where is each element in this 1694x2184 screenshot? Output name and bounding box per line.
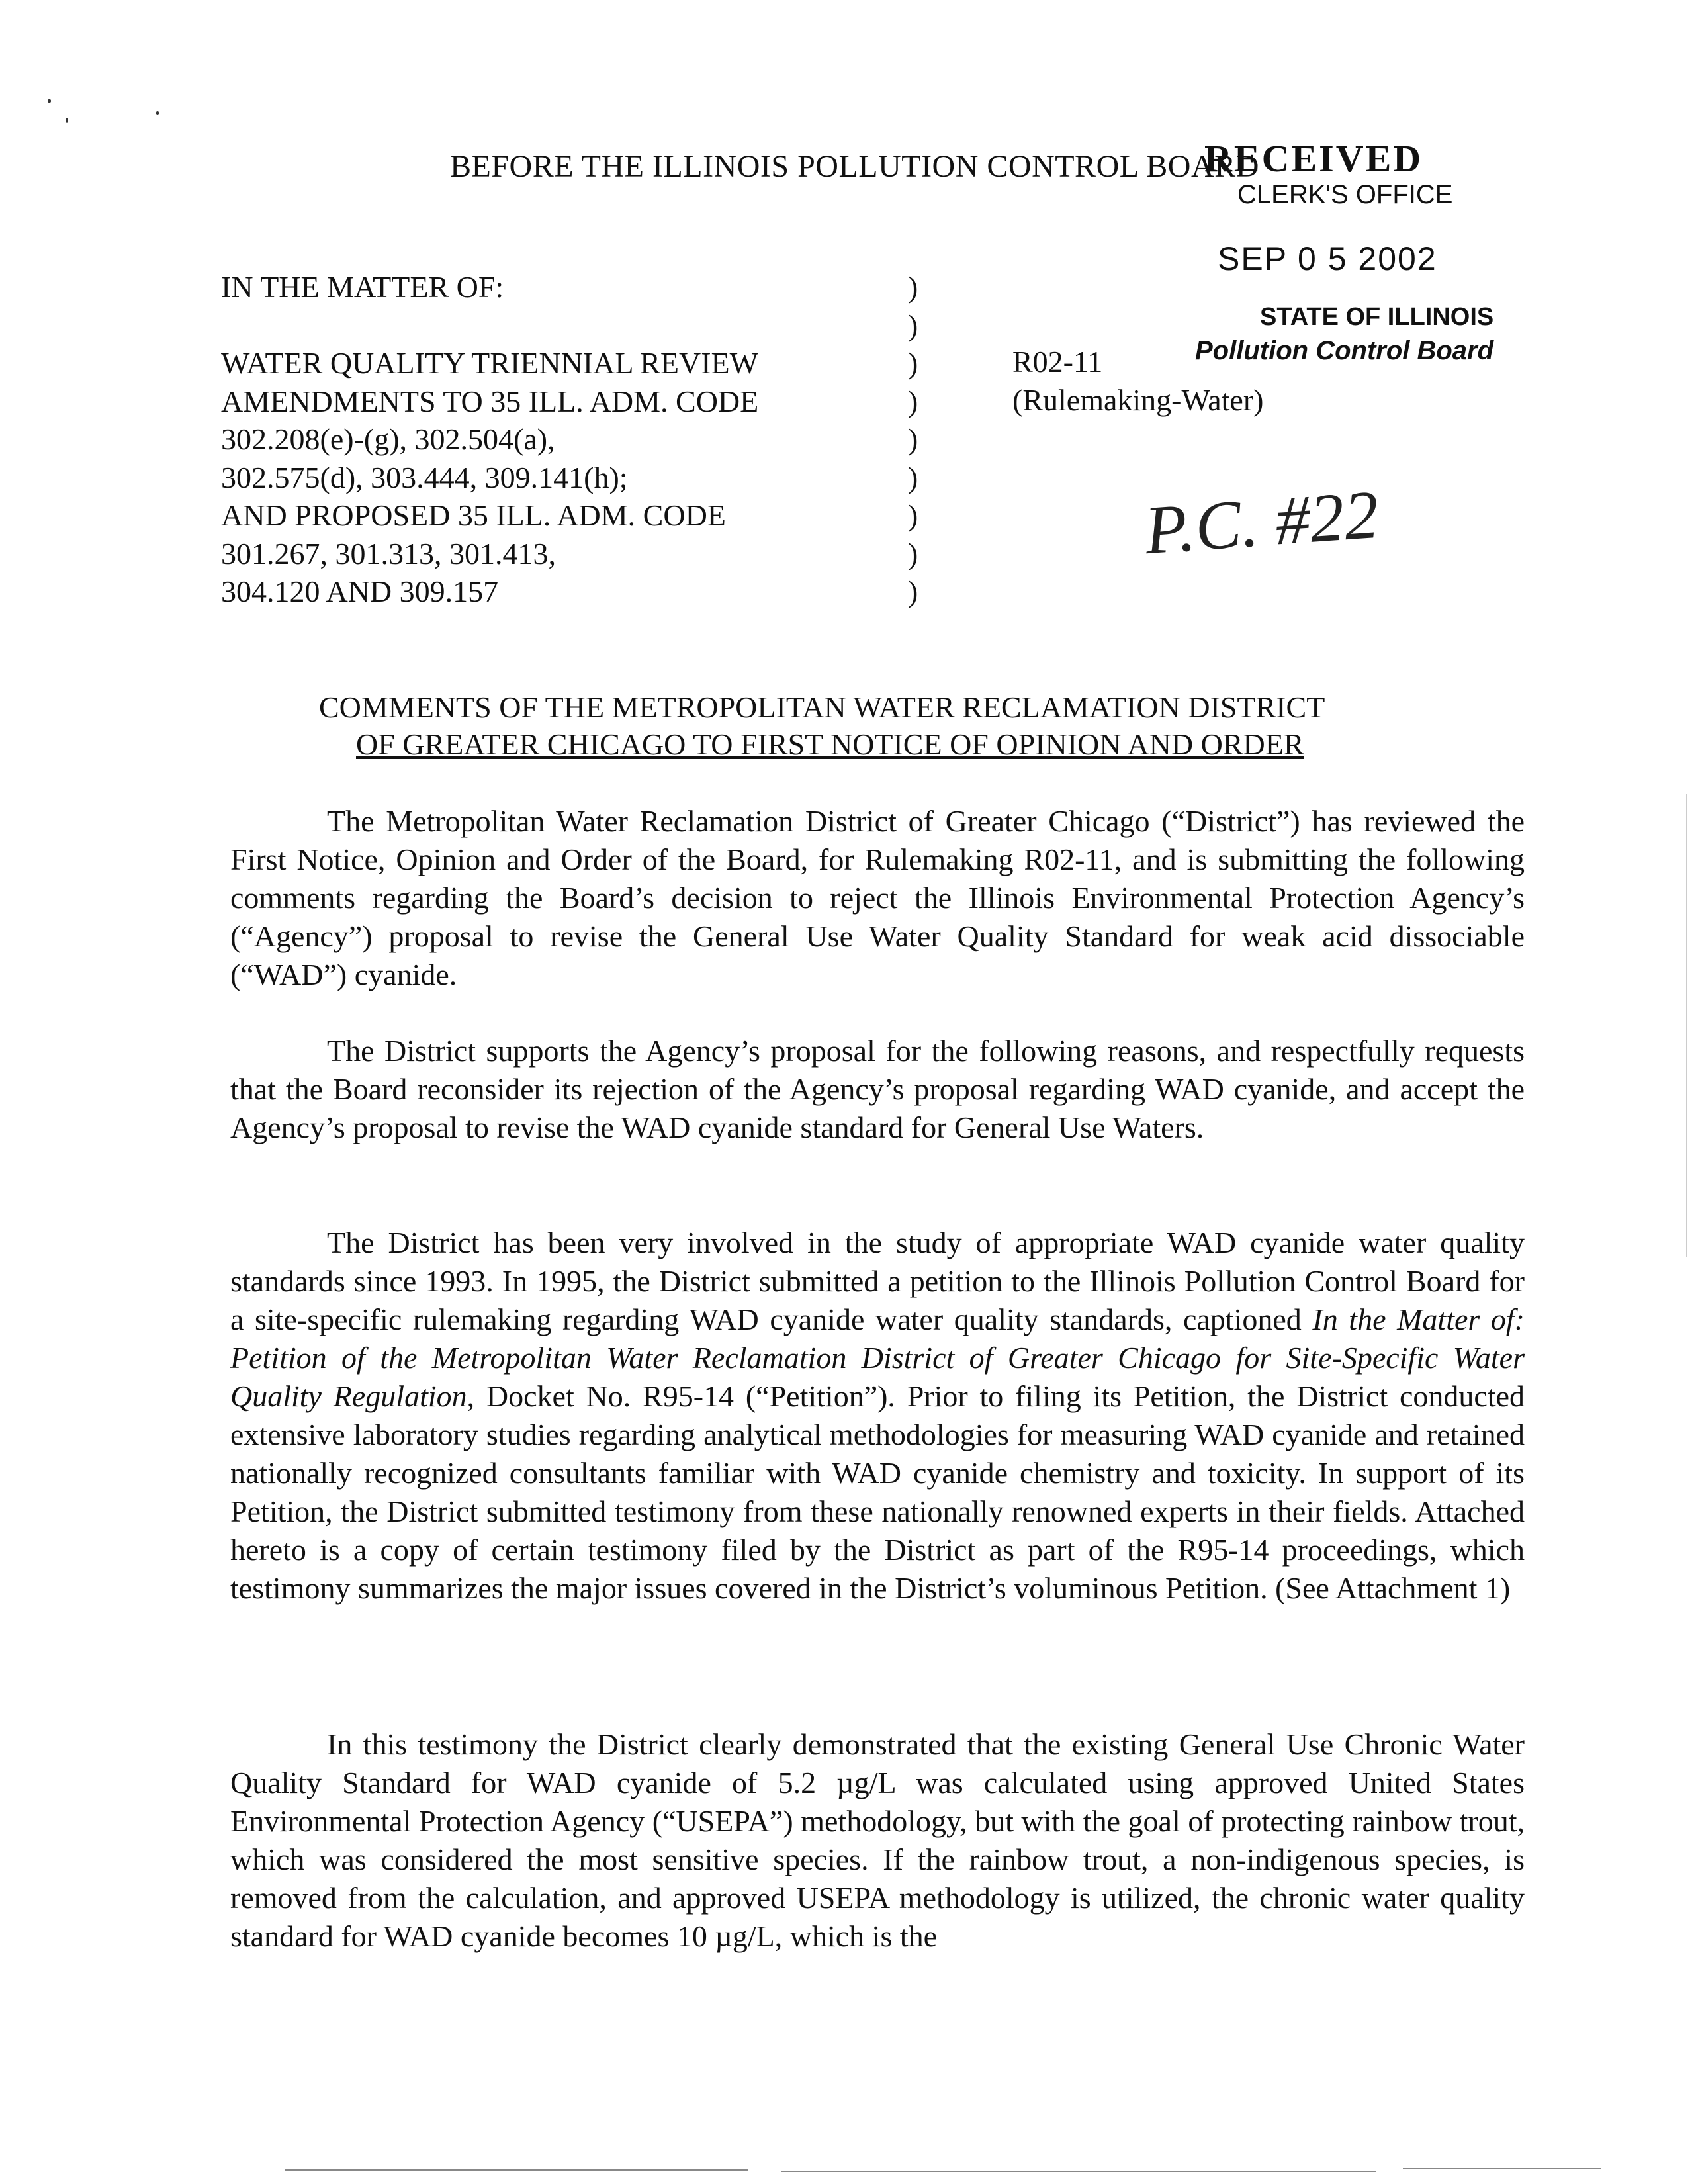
case-citation: In the Matter of: Petition of the Metropolitan Water Reclamation District of Greater Chicago for Site-Specific Water Quality Regulation — [230, 1302, 1525, 1413]
caption-line: 302.208(e)-(g), 302.504(a), — [221, 422, 555, 456]
case-caption — [221, 268, 758, 611]
clerks-office-stamp: CLERK'S OFFICE — [1237, 180, 1453, 209]
caption-line: AMENDMENTS TO 35 ILL. ADM. CODE — [221, 384, 759, 418]
received-date-stamp: SEP 0 5 2002 — [1218, 240, 1437, 277]
caption-line: 301.267, 301.313, 301.413, — [221, 536, 556, 570]
caption-line: AND PROPOSED 35 ILL. ADM. CODE — [221, 498, 726, 532]
scan-speck — [66, 118, 68, 123]
paragraph-text: The Metropolitan Water Reclamation District of Greater Chicago (“District”) has reviewed the First Notice, Opinion and Order of the Board, for Rulemaking R02-11, and is submitting the following comments regarding the Board’s decision to reject the Illinois Environmental Protection Agency’s (“Agency”) proposal to revise the General Use Water Quality Standard for weak acid dissociable (“WAD”) cyanide. — [230, 804, 1525, 991]
scan-speck — [156, 111, 159, 115]
body-paragraph-2 — [230, 1032, 1525, 1147]
scan-speck — [48, 99, 51, 103]
paragraph-text: The District has been very involved in the study of appropriate WAD cyanide water quality standards since 1993. In 1995, the District submitted a petition to the Illinois Pollution Control Board for a site-specific rulemaking regarding WAD cyanide water quality standards, captioned — [230, 1226, 1525, 1336]
handwritten-pc-note: P.C. #22 — [1142, 476, 1382, 569]
state-of-illinois-stamp: STATE OF ILLINOIS — [1260, 303, 1494, 331]
body-paragraph-1 — [230, 802, 1525, 994]
scan-bottom-line — [1403, 2168, 1601, 2169]
in-the-matter-of: IN THE MATTER OF: — [221, 270, 504, 304]
caption-parentheses: ) ) ) ) ) ) ) ) ) — [908, 270, 918, 608]
scan-bottom-line — [781, 2171, 1376, 2172]
paragraph-text: In this testimony the District clearly demonstrated that the existing General Use Chronic Water Quality Standard for WAD cyanide of 5.2 µg/L was calculated using approved United States Environmental Protection Agency (“USEPA”) methodology, but with the goal of protecting rainbow trout, which was considered the most sensitive species. If the rainbow trout, a non-indigenous species, is removed from the calculation, and approved USEPA methodology is utilized, the chronic water quality standard for WAD cyanide becomes 10 µg/L, which is the — [230, 1727, 1525, 1953]
body-paragraph-3 — [230, 1224, 1525, 1608]
pollution-control-board-stamp: Pollution Control Board — [1195, 336, 1494, 365]
comments-heading-line-1: COMMENTS OF THE METROPOLITAN WATER RECLAMATION DISTRICT — [319, 690, 1325, 724]
body-paragraph-4 — [230, 1725, 1525, 1956]
scan-edge-mark — [1686, 794, 1687, 1257]
comments-heading-line-2: OF GREATER CHICAGO TO FIRST NOTICE OF OPINION AND ORDER — [356, 727, 1304, 761]
paragraph-text: , Docket No. R95-14 (“Petition”). Prior to filing its Petition, the District conducted extensive laboratory studies regarding analytical methodologies for measuring WAD cyanide and retained nationally recognized consultants familiar with WAD cyanide chemistry and toxicity. In support of its Petition, the District submitted testimony from these nationally renowned experts in their fields. Attached hereto is a copy of certain testimony filed by the District as part of the R95-14 proceedings, which testimony summarizes the major issues covered in the District’s voluminous Petition. (See Attachment 1) — [230, 1379, 1525, 1605]
caption-line: WATER QUALITY TRIENNIAL REVIEW — [221, 346, 759, 380]
received-stamp: RECEIVED — [1204, 137, 1423, 180]
docket-number: R02-11 — [1012, 345, 1103, 379]
paragraph-text: The District supports the Agency’s proposal for the following reasons, and respectfully requests that the Board reconsider its rejection of the Agency’s proposal regarding WAD cyanide, and accept the Agency’s proposal to revise the WAD cyanide standard for General Use Waters. — [230, 1034, 1525, 1144]
caption-line: 304.120 AND 309.157 — [221, 574, 499, 608]
scan-bottom-line — [285, 2169, 748, 2171]
caption-line: 302.575(d), 303.444, 309.141(h); — [221, 460, 628, 494]
rulemaking-type: (Rulemaking-Water) — [1012, 383, 1264, 417]
board-title: BEFORE THE ILLINOIS POLLUTION CONTROL BOARD — [450, 149, 1259, 184]
